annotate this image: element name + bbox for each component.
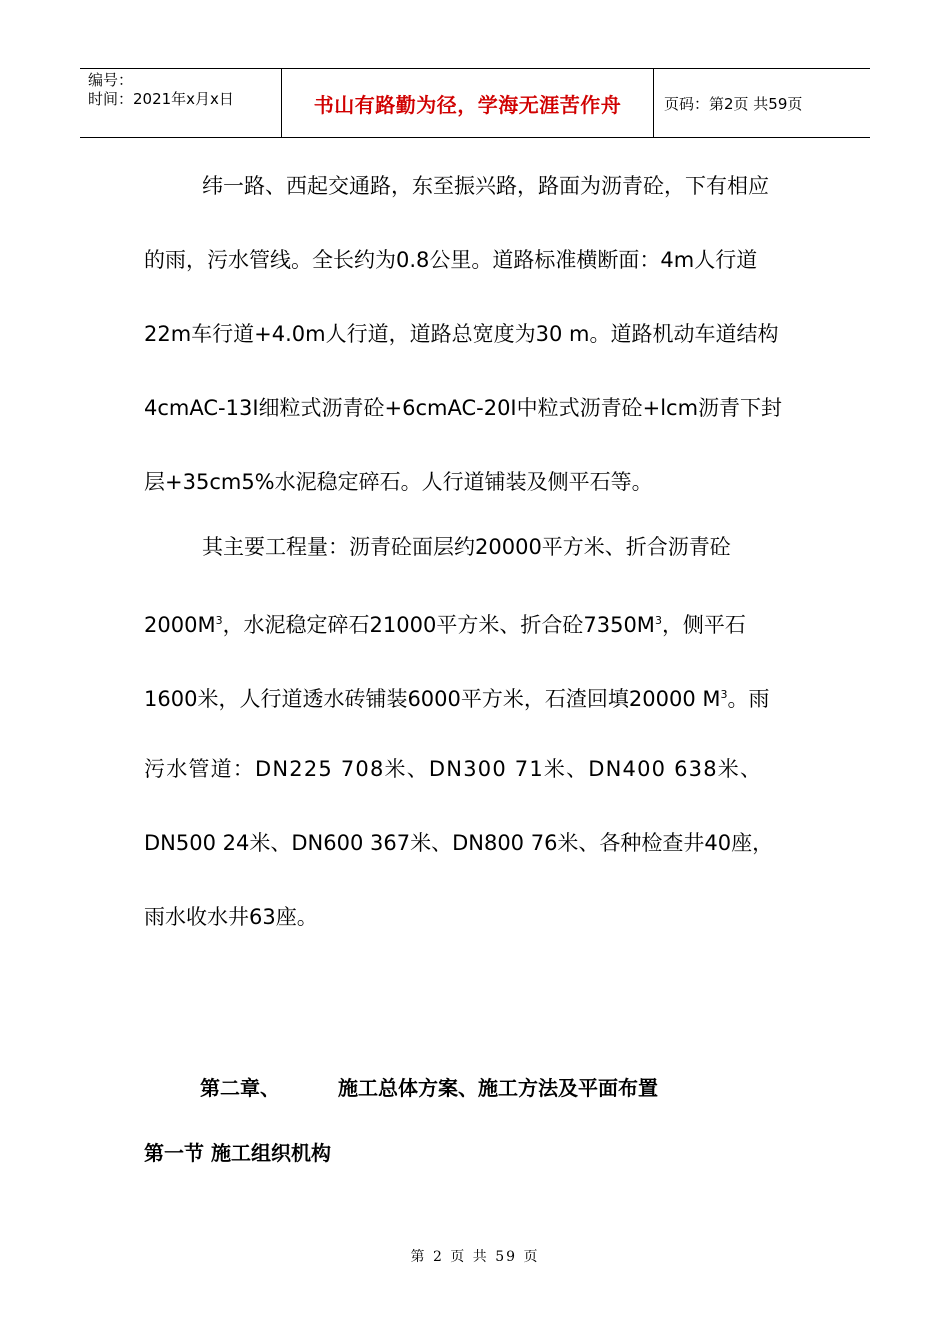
text-segment: 1600米，人行道透水砖铺装6000平方米，石渣回填20000 M xyxy=(144,687,721,711)
text-line: 22m车行道+4.0m人行道，道路总宽度为30 m。道路机动车道结构 xyxy=(144,322,779,346)
code-label: 编号： xyxy=(88,71,134,89)
superscript: 3 xyxy=(215,614,223,627)
header-page-info: 页码：第2页 共59页 xyxy=(664,94,803,113)
superscript: 3 xyxy=(654,614,662,627)
text-line: 4cmAC-13I细粒式沥青砼+6cmAC-20I中粒式沥青砼+lcm沥青下封 xyxy=(144,396,783,420)
text-line: 污水管道：DN225 708米、DN300 71米、DN400 638米、 xyxy=(144,757,763,781)
text-line: 层+35cm5%水泥稳定碎石。人行道铺装及侧平石等。 xyxy=(144,470,653,494)
page-footer: 第 2 页 共 59 页 xyxy=(410,1249,540,1265)
time-label: 时间：2021年x月x日 xyxy=(88,90,234,108)
text-line: 雨水收水井63座。 xyxy=(144,905,318,929)
chapter-heading xyxy=(200,1072,658,1101)
chapter-number: 第二章、 xyxy=(200,1076,280,1100)
text-line xyxy=(144,584,808,658)
header-meta xyxy=(80,69,282,137)
text-line: 纬一路、西起交通路，东至振兴路，路面为沥青砼，下有相应 xyxy=(202,174,769,198)
paragraph-quantities xyxy=(144,510,808,954)
text-line: 其主要工程量：沥青砼面层约20000平方米、折合沥青砼 xyxy=(202,535,731,559)
text-line: 的雨，污水管线。全长约为0.8公里。道路标准横断面：4m人行道 xyxy=(144,248,758,272)
text-segment: 2000M xyxy=(144,613,216,637)
chapter-title: 施工总体方案、施工方法及平面布置 xyxy=(338,1076,658,1100)
text-line xyxy=(144,658,808,732)
paragraph-road-description xyxy=(144,149,808,519)
text-segment: ，侧平石 xyxy=(661,613,746,637)
text-line: DN500 24米、DN600 367米、DN800 76米、各种检查井40座， xyxy=(144,831,774,855)
section-heading: 第一节 施工组织机构 xyxy=(144,1141,331,1165)
text-segment: 。雨 xyxy=(727,687,770,711)
superscript: 3 xyxy=(720,688,728,701)
page-header xyxy=(80,68,870,138)
header-motto: 书山有路勤为径，学海无涯苦作舟 xyxy=(282,69,654,137)
text-segment: ，水泥稳定碎石21000平方米、折合砼7350M xyxy=(222,613,655,637)
